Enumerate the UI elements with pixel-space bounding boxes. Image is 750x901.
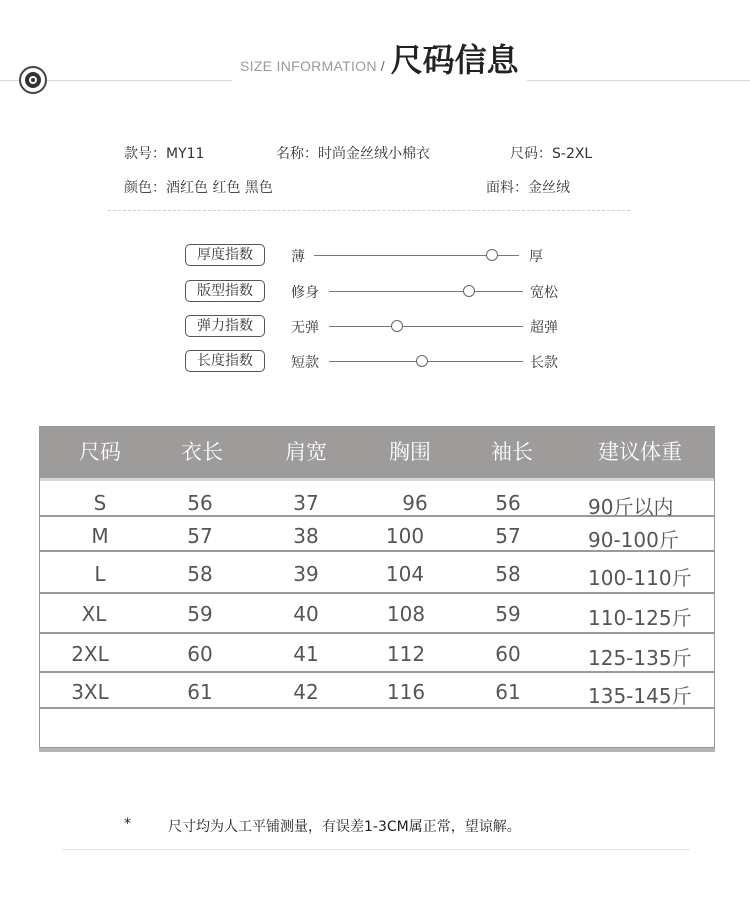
index-right-text: 宽松 [530,285,558,301]
table-cell: 60 [495,642,521,666]
footnote-text: 尺寸均为人工平铺测量，有误差1-3CM属正常，望谅解。 [168,819,521,835]
table-cell-weight: 135-145斤 [588,684,692,708]
table-cell: 56 [187,491,213,515]
index-knob [486,249,498,261]
index-track [329,291,523,292]
index-track [329,326,523,327]
header-chest: 胸围 [389,440,431,464]
target-icon [19,66,47,94]
table-cell-size: XL [81,602,107,626]
table-cell: 116 [386,680,426,704]
table-cell: 108 [386,602,426,626]
index-label: 弹力指数 [185,315,265,337]
index-left-text: 薄 [291,249,305,265]
table-cell: 41 [293,642,319,666]
table-cell-weight: 125-135斤 [588,646,692,670]
table-cell: 60 [187,642,213,666]
style-number: 款号：MY11 [124,146,205,162]
table-cell: 56 [495,491,521,515]
index-right-text: 厚 [529,249,543,265]
title-chinese: 尺码信息 [390,41,519,79]
title-separator: / [380,58,385,74]
footnote-divider [62,849,690,850]
table-cell-weight: 100-110斤 [588,566,692,590]
index-label: 长度指数 [185,350,265,372]
table-cell: 58 [495,562,521,586]
table-cell-weight: 90-100斤 [588,528,679,552]
table-cell-size: 2XL [71,642,109,666]
table-cell: 112 [386,642,426,666]
fabric: 面料：金丝绒 [486,180,570,196]
table-cell-size: L [94,562,106,586]
table-cell: 96 [402,491,428,515]
index-knob [463,285,475,297]
header-length: 衣长 [181,440,223,464]
table-cell: 58 [187,562,213,586]
table-cell: 42 [293,680,319,704]
info-divider [108,210,630,211]
table-cell: 57 [495,524,521,548]
table-cell-size: 3XL [71,680,109,704]
size-table [39,426,715,750]
table-cell: 100 [385,524,425,548]
index-right-text: 超弹 [530,320,558,336]
index-left-text: 无弹 [291,320,319,336]
index-left-text: 短款 [291,355,319,371]
header-weight: 建议体重 [598,440,682,464]
index-label: 版型指数 [185,280,265,302]
index-knob [391,320,403,332]
header-shoulder: 肩宽 [285,440,327,464]
table-cell: 61 [495,680,521,704]
table-cell-size: S [93,491,107,515]
table-header [40,426,714,481]
index-right-text: 长款 [530,355,558,371]
table-cell: 39 [293,562,319,586]
table-cell: 59 [495,602,521,626]
footnote-bullet: * [124,816,131,832]
table-cell: 38 [293,524,319,548]
table-cell: 61 [187,680,213,704]
table-cell-weight: 90斤以内 [588,495,674,519]
table-cell: 104 [385,562,425,586]
table-bottom-border [39,748,715,752]
table-cell: 37 [293,491,319,515]
row-divider [40,632,714,634]
index-label: 厚度指数 [185,244,265,266]
product-name: 名称：时尚金丝绒小棉衣 [276,146,430,162]
index-left-text: 修身 [291,285,319,301]
title-english: SIZE INFORMATION [240,58,377,74]
header-size: 尺码 [79,440,121,464]
header-sleeve: 袖长 [491,440,533,464]
row-divider [40,592,714,594]
size-range: 尺码：S-2XL [510,146,593,162]
table-cell: 59 [187,602,213,626]
index-knob [416,355,428,367]
table-cell-weight: 110-125斤 [588,606,692,630]
page-title [232,38,527,82]
color-options: 颜色：酒红色 红色 黑色 [124,180,273,196]
row-divider [40,671,714,673]
table-cell: 57 [187,524,213,548]
table-cell: 40 [293,602,319,626]
table-cell-size: M [91,524,109,548]
